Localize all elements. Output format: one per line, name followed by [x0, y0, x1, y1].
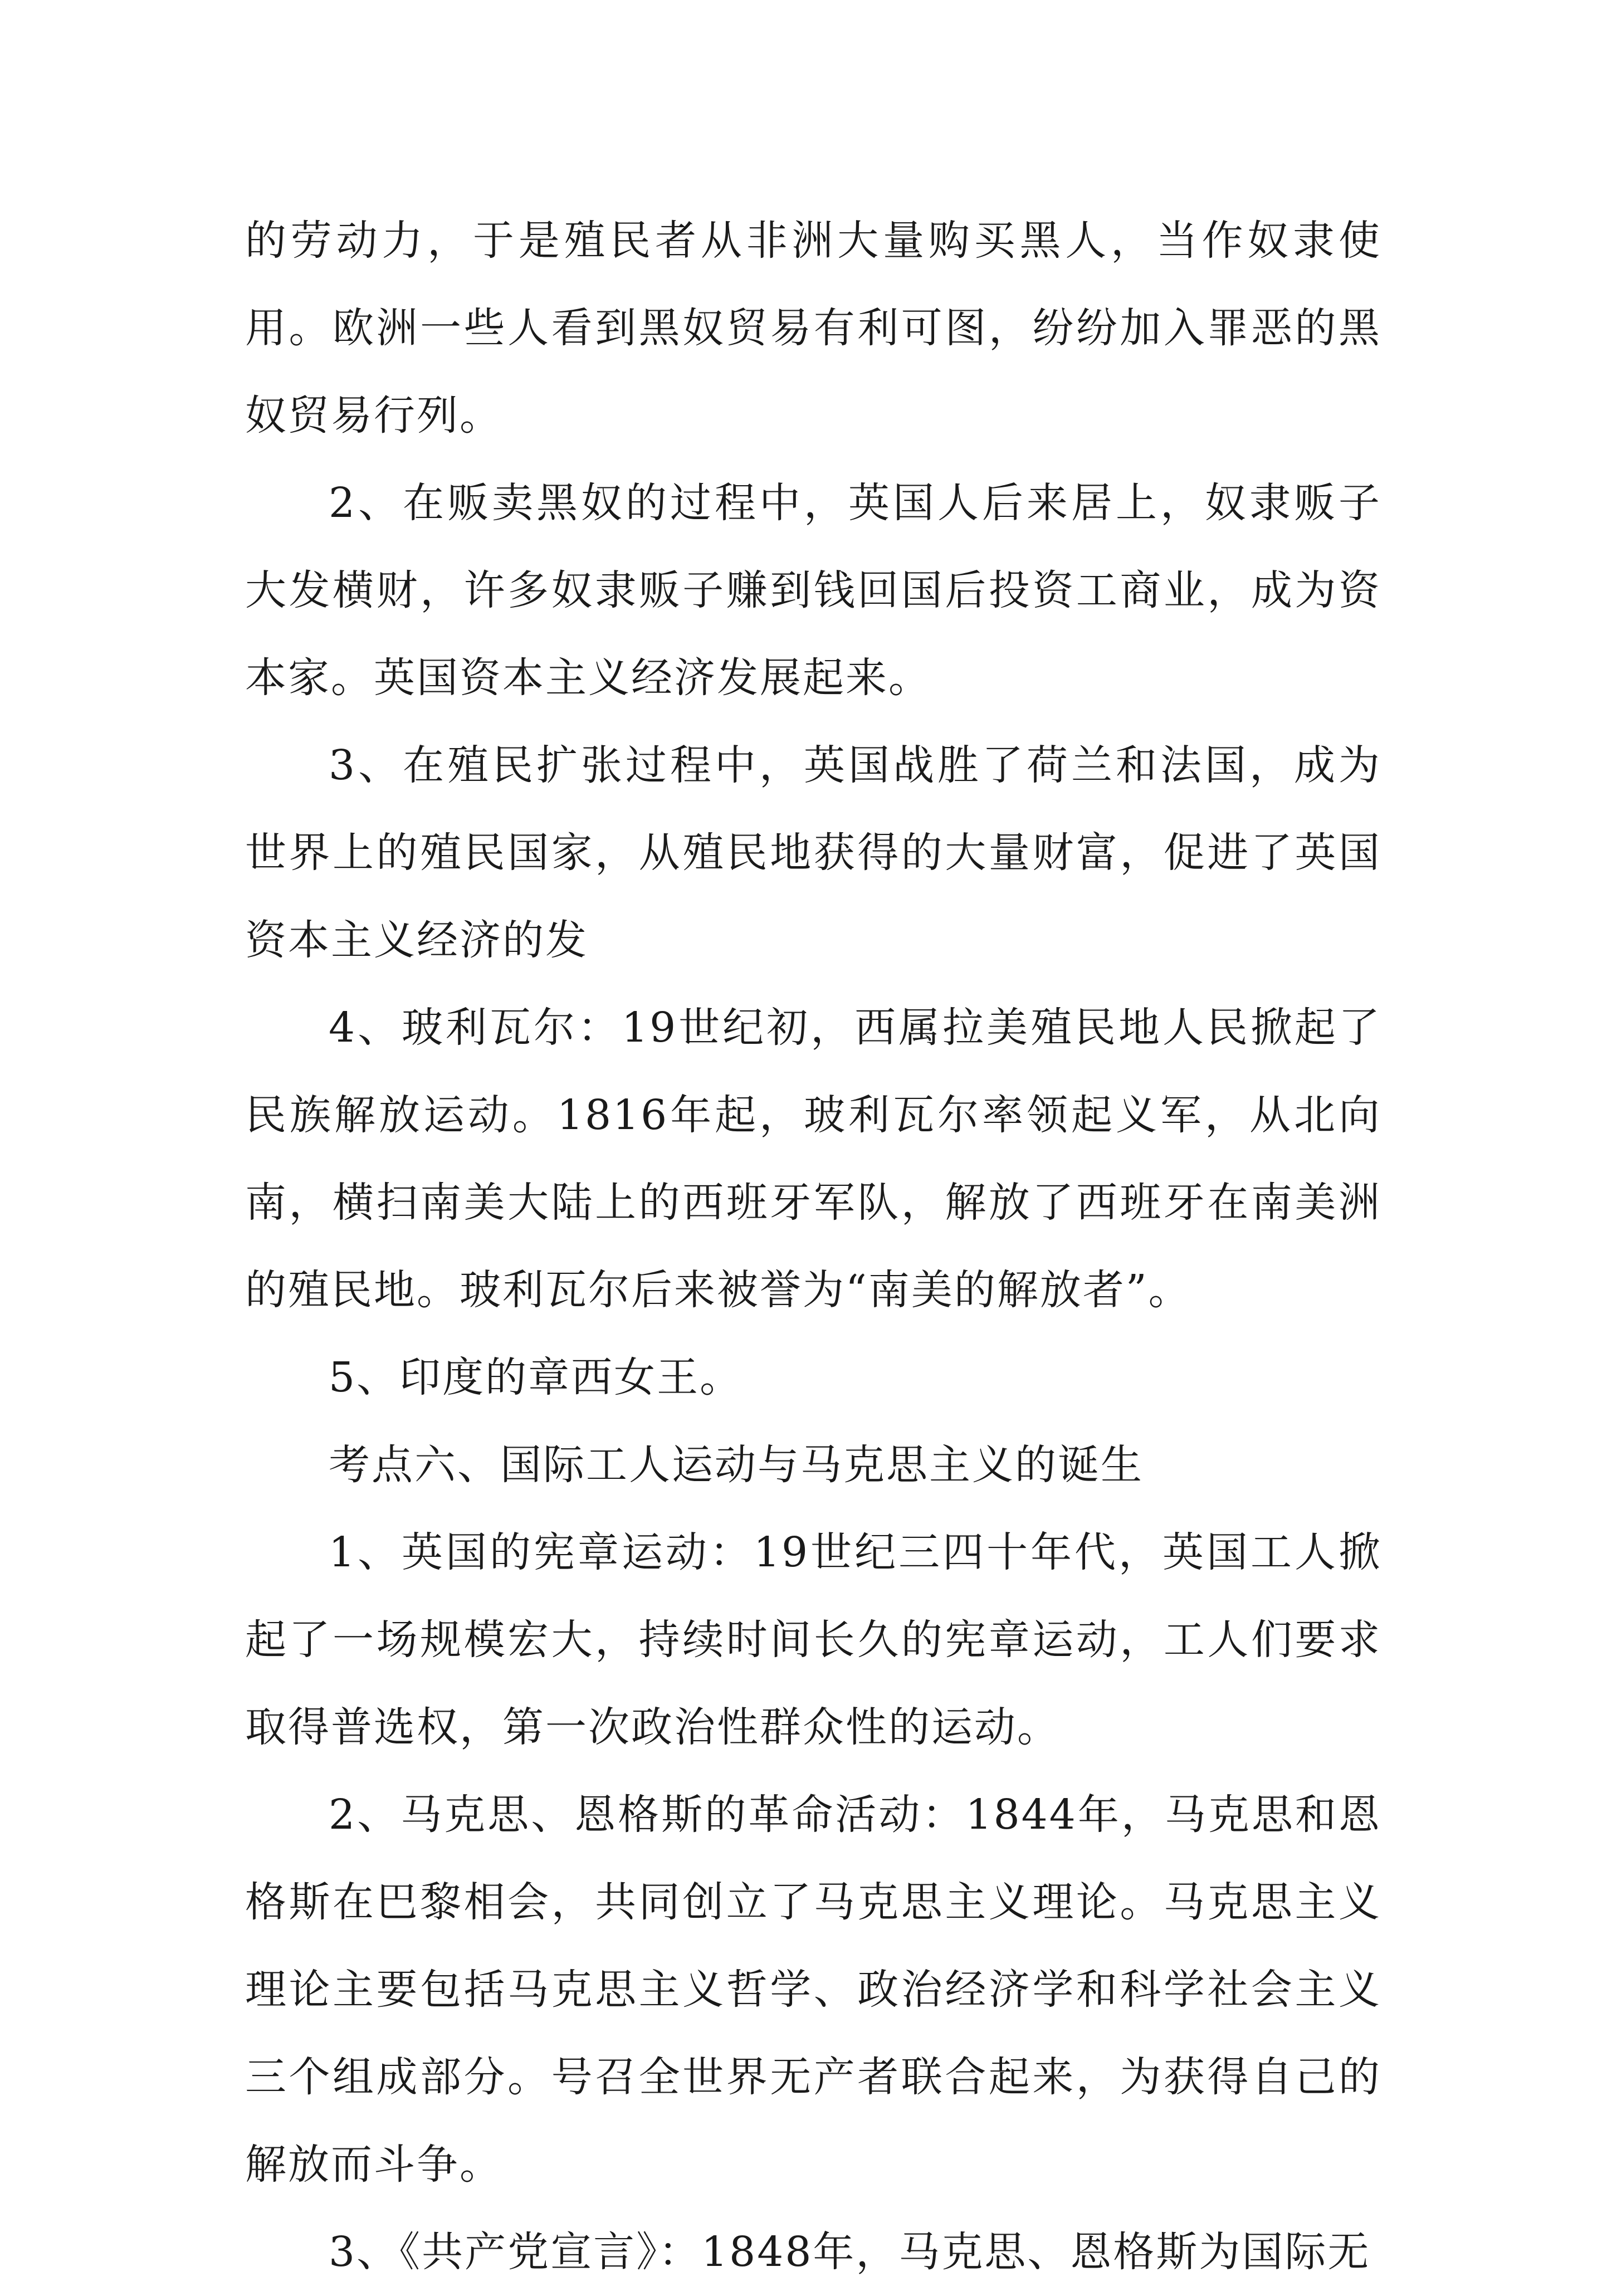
paragraph-item-2-marx-engels: 2、马克思、恩格斯的革命活动：1844年，马克思和恩格斯在巴黎相会，共同创立了马克思主义理论。马克思主义理论主要包括马克思主义哲学、政治经济学和科学社会主义三个组成部分。号召全世界无产者联合起来，为获得自己的解放而斗争。 — [245, 1791, 1381, 2188]
paragraph-item-2-british-slave-traders: 2、在贩卖黑奴的过程中，英国人后来居上，奴隶贩子大发横财，许多奴隶贩子赚到钱回国后投资工商业，成为资本家。英国资本主义经济发展起来。 — [245, 479, 1381, 702]
paragraph-item-4-bolivar: 4、玻利瓦尔：19世纪初，西属拉美殖民地人民掀起了民族解放运动。1816年起，玻利瓦尔率领起义军，从北向南，横扫南美大陆上的西班牙军队，解放了西班牙在南美洲的殖民地。玻利瓦尔后来被誉为“南美的解放者”。 — [245, 1004, 1381, 1314]
paragraph-item-3-colonial-expansion: 3、在殖民扩张过程中，英国战胜了荷兰和法国，成为世界上的殖民国家，从殖民地获得的大量财富，促进了英国资本主义经济的发 — [245, 741, 1381, 964]
paragraph-item-1-chartism: 1、英国的宪章运动：19世纪三四十年代，英国工人掀起了一场规模宏大，持续时间长久的宪章运动，工人们要求取得普选权，第一次政治性群众性的运动。 — [245, 1528, 1381, 1751]
document-body — [245, 197, 1381, 2296]
paragraph-item-5-rani-of-jhansi: 5、印度的章西女王。 — [329, 1354, 743, 1401]
paragraph-item-3-communist-manifesto: 3、《共产党宣言》：1848年，马克思、恩格斯为国际无 — [329, 2228, 1371, 2276]
section-heading-point-six: 考点六、国际工人运动与马克思主义的诞生 — [329, 1441, 1144, 1489]
paragraph-slave-trade-intro: 的劳动力，于是殖民者从非洲大量购买黑人，当作奴隶使用。欧洲一些人看到黑奴贸易有利可图，纷纷加入罪恶的黑奴贸易行列。 — [245, 217, 1381, 439]
